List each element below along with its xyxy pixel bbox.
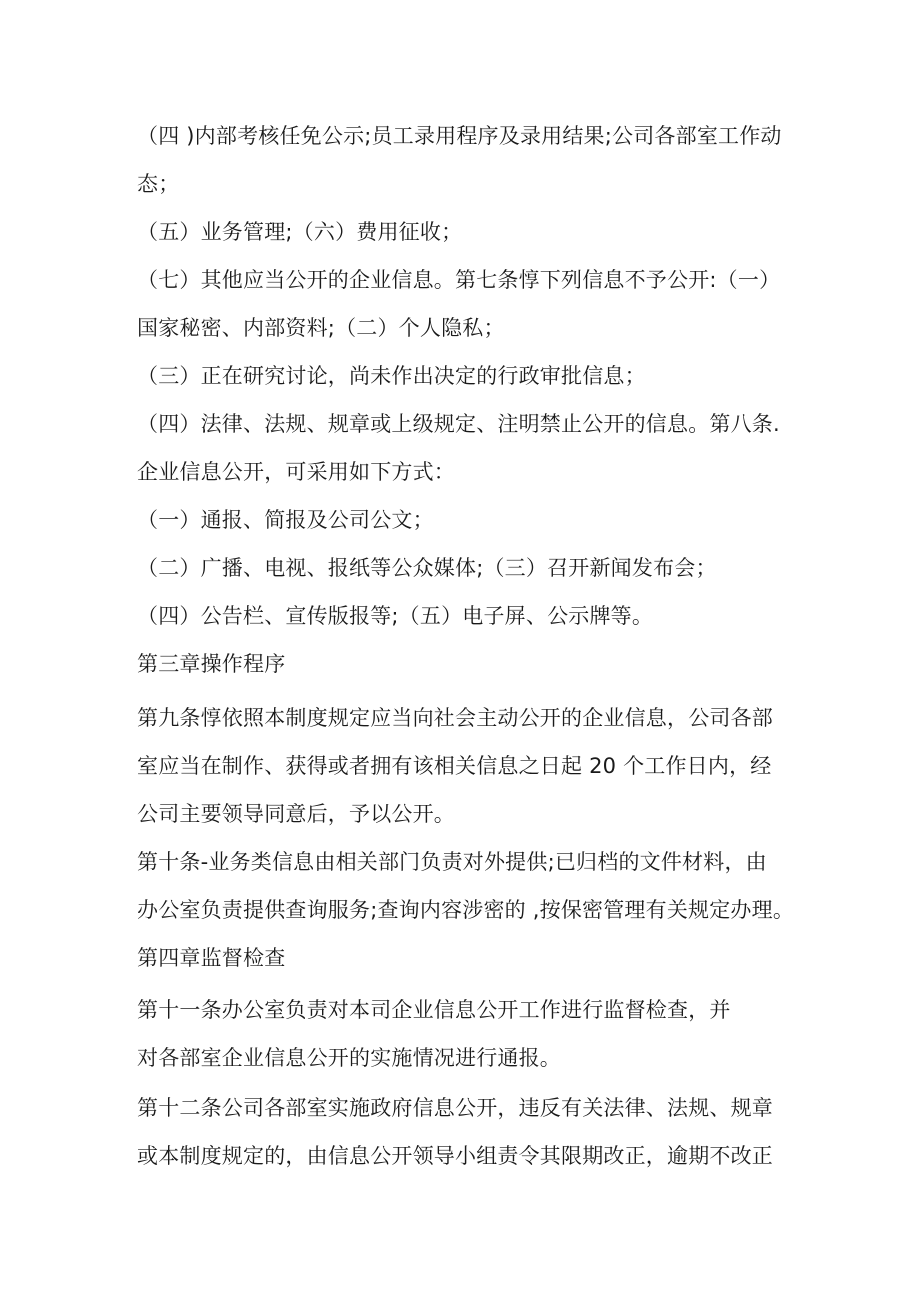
text-line: 态； xyxy=(137,172,180,196)
text-line: 室应当在制作、获得或者拥有该相关信息之日起 20 个工作日内，经 xyxy=(137,754,772,778)
section-heading: 第四章监督检查 xyxy=(137,946,286,970)
text-line: （二）广播、电视、报纸等公众媒体;（三）召开新闻发布会； xyxy=(137,556,717,580)
text-line: 企业信息公开，可采用如下方式： xyxy=(137,460,455,484)
text-line: （四 )内部考核任免公示;员工录用程序及录用结果;公司各部室工作动 xyxy=(137,124,782,148)
text-line: （四）公告栏、宣传版报等;（五）电子屏、公示牌等。 xyxy=(137,604,654,628)
text-line: 或本制度规定的，由信息公开领导小组责令其限期改正，逾期不改正 xyxy=(137,1144,773,1168)
text-line: 第九条惇依照本制度规定应当向社会主动公开的企业信息，公司各部 xyxy=(137,706,773,730)
text-line: （七）其他应当公开的企业信息。第七条惇下列信息不予公开:（一） xyxy=(137,268,781,292)
text-line: 第十条-业务类信息由相关部门负责对外提供;已归档的文件材料，由 xyxy=(137,850,767,874)
text-line: 第十二条公司各部室实施政府信息公开，违反有关法律、法规、规章 xyxy=(137,1096,773,1120)
text-line: 办公室负责提供查询服务;查询内容涉密的 ,按保密管理有关规定办理。 xyxy=(137,898,795,922)
text-line: （三）正在研究讨论，尚未作出决定的行政审批信息； xyxy=(137,364,646,388)
text-line: （一）通报、简报及公司公文； xyxy=(137,508,434,532)
section-heading: 第三章操作程序 xyxy=(137,652,286,676)
text-line: 国家秘密、内部资料;（二）个人隐私； xyxy=(137,316,505,340)
text-line: （五）业务管理;（六）费用征收； xyxy=(137,220,463,244)
text-line: 第十一条办公室负责对本司企业信息公开工作进行监督检查，并 xyxy=(137,998,731,1022)
text-line: 公司主要领导同意后，予以公开。 xyxy=(137,802,455,826)
text-line: （四）法律、法规、规章或上级规定、注明禁止公开的信息。第八条. xyxy=(137,412,780,436)
text-line: 对各部室企业信息公开的实施情况进行通报。 xyxy=(137,1046,561,1070)
